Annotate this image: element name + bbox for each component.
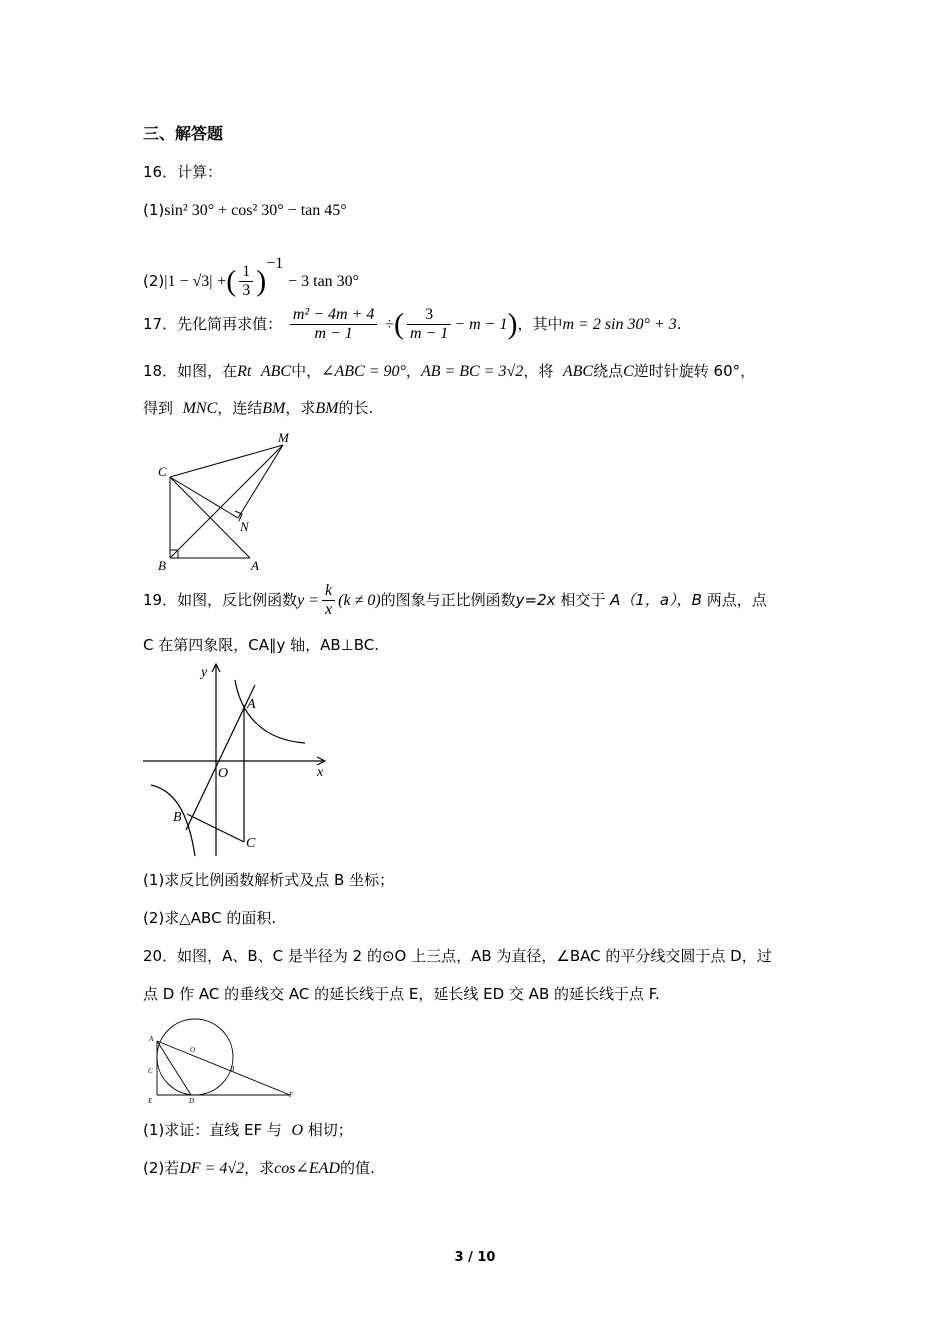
left-paren: ( [393,307,404,341]
q18-abc2: ABC [562,363,594,380]
segment-ad [157,1041,191,1095]
q19-text: 的图象与正比例函数 [380,591,516,609]
label-a: A [251,558,259,573]
line-y2x [186,685,255,830]
label-b: B [173,810,182,825]
q19-line2: C 在第四象限，CA∥y 轴，AB⊥BC. [143,636,380,654]
q20-df-expr: DF = 4√2 [179,1160,245,1177]
q18-text: ，连结 [217,399,263,417]
q18-text: ， [405,362,421,380]
q18-text: 的长. [338,399,374,417]
q19-text: 两点，点 [706,591,767,609]
q16-p2-frac-den: 3 [242,282,251,299]
q19-y2x: y=2x [515,591,556,609]
q18-text: 18．如图，在 [143,362,238,380]
q17-stem: 17．先化简再求值： [143,315,283,333]
q16-p2-frac-num: 1 [239,263,253,282]
q17-cond-expr: m = 2 sin 30° + 3 [562,316,677,333]
q20-text: ，求 [244,1159,275,1177]
q17-frac1 [290,306,378,343]
label-c: C [148,1067,153,1075]
q20-text: 相切； [307,1121,353,1139]
q17-end: . [676,315,682,333]
label-n: N [240,519,249,534]
label-o: O [218,766,229,781]
q20-text: (2)若 [143,1159,180,1177]
q18-abc: ABC [260,363,292,380]
q16-p1-label: (1) [143,201,165,219]
label-x: x [317,765,324,780]
q18-text: 逆时针旋转 60°， [633,362,756,380]
q16-p2-exp: −1 [266,255,284,272]
label-m: M [278,430,289,445]
q19-func: y = [297,592,319,609]
q18-text: ，将 [523,362,554,380]
q18-line2 [143,398,373,419]
q18-angle: ∠ABC = 90° [321,363,406,380]
q17-div: ÷ [385,316,394,333]
q17-line [143,302,681,347]
figure-q20 [143,1015,303,1107]
right-paren: ) [256,264,267,298]
q17-frac2 [407,306,451,343]
q17-frac1-den: m − 1 [314,325,353,342]
q19-part2: (2)求△ABC 的面积. [143,909,277,927]
q20-cos-expr: cos∠EAD [274,1160,341,1177]
q18-text: 中， [291,362,322,380]
label-a: A [247,697,256,712]
q16-part2 [143,242,359,304]
q20-part1 [143,1120,353,1141]
q18-eq: AB = BC = 3√2 [420,363,524,380]
label-c: C [158,464,167,479]
figure-q19 [143,660,338,860]
q19-points: A（1，a），B [610,591,702,609]
label-d: D [189,1097,195,1105]
segment-af [157,1041,290,1095]
q16-p2-frac [239,263,253,300]
label-b: B [158,558,166,573]
q17-frac1-num: m² − 4m + 4 [290,306,378,325]
q20-line1: 20．如图，A、B、C 是半径为 2 的⊙O 上三点，AB 为直径，∠BAC 的平分线交圆于点 D，过 [143,947,772,965]
label-o: O [190,1046,196,1054]
q17-cond-text: ，其中 [517,315,563,333]
q18-bm2: BM [315,400,339,417]
label-b: B [230,1065,235,1073]
q16-p2-plus: + [217,273,227,290]
q20-text: (1)求证：直线 EF 与 [143,1121,282,1139]
q18-text: ，求 [285,399,316,417]
hyperbola-branch-1 [235,680,305,743]
q20-circle-o: O [291,1122,303,1139]
segment-bm [170,445,283,558]
figure-q18 [150,430,310,575]
q16-p2-label: (2) [143,272,165,290]
q16-p1-expr: sin² 30° + cos² 30° − tan 45° [164,202,347,219]
q16-p2-abs: |1 − √3| [164,273,213,290]
page-number: 3 / 10 [454,1250,496,1265]
q18-line1 [143,361,755,382]
q16-stem: 16．计算： [143,163,223,181]
q19-text: 相交于 [560,591,606,609]
section-title: 三、解答题 [143,124,224,143]
q18-bm: BM [262,400,286,417]
q17-frac2-num: 3 [407,306,451,325]
q19-line1 [143,580,767,621]
label-c: C [246,836,256,851]
q19-frac-num: k [322,582,335,601]
q18-point-c: C [623,363,634,380]
label-a: A [149,1035,154,1043]
q18-text: 得到 [143,399,174,417]
q18-rt: Rt [237,363,252,380]
q18-mnc: MNC [182,400,218,417]
label-y: y [201,665,208,680]
label-f: F [289,1091,294,1099]
q16-p2-tail: − 3 tan 30° [288,273,360,290]
q16-part1 [143,200,347,221]
q19-part1: (1)求反比例函数解析式及点 B 坐标； [143,871,395,889]
circle-o [157,1019,233,1095]
q20-part2 [143,1158,375,1179]
q17-frac2-den: m − 1 [409,325,449,342]
q20-line2: 点 D 作 AC 的垂线交 AC 的延长线于点 E，延长线 ED 交 AB 的延长线于点 F. [143,985,660,1003]
q19-text: 19．如图，反比例函数 [143,591,298,609]
q20-text: 的值. [340,1159,375,1177]
q17-tail: − m − 1 [454,316,508,333]
q19-cond: (k ≠ 0) [338,592,381,609]
q19-frac-den: x [325,601,333,618]
right-paren: ) [507,307,518,341]
q18-text: 绕点 [593,362,624,380]
label-e: E [148,1097,153,1105]
q19-frac [322,582,335,619]
left-paren: ( [226,264,237,298]
